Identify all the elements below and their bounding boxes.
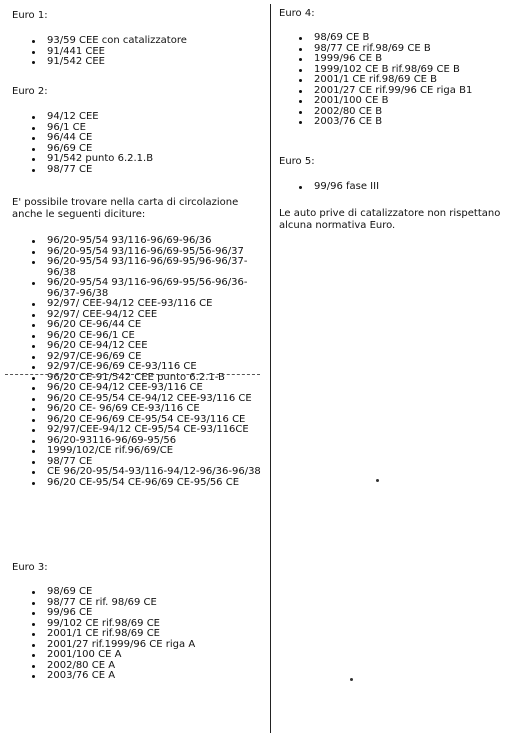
list-item: 98/69 CE [12, 587, 195, 598]
euro4-list [279, 33, 472, 128]
euro3-heading: Euro 3: [12, 562, 48, 573]
list-item: 92/97/CE-96/69 CE-93/116 CE [12, 362, 267, 373]
list-item: 2002/80 CE A [12, 661, 195, 672]
list-item: 96/20 CE-96/44 CE [12, 320, 267, 331]
list-item: 96/20 CE- 96/69 CE-93/116 CE [12, 404, 267, 415]
list-item: 2001/100 CE B [279, 96, 472, 107]
note-text: Le auto prive di catalizzatore non rispettano alcuna normativa Euro. [279, 208, 501, 231]
list-item: 98/77 CE rif. 98/69 CE [12, 598, 195, 609]
list-item: 92/97/ CEE-94/12 CEE-93/116 CE [12, 299, 267, 310]
list-item: 93/59 CEE con catalizzatore [12, 36, 187, 47]
list-item: 99/102 CE rif.98/69 CE [12, 619, 195, 630]
list-item: 96/20-95/54 93/116-96/69-95/56-96/37 [12, 247, 267, 258]
list-item: 2001/27 CE rif.99/96 CE riga B1 [279, 86, 472, 97]
euro2-list [12, 112, 153, 175]
list-item: 96/20 CE-94/12 CEE [12, 341, 267, 352]
list-item: 99/96 fase III [279, 182, 379, 193]
list-item: 2002/80 CE B [279, 107, 472, 118]
list-item: 96/20-95/54 93/116-96/69-96/36 [12, 236, 267, 247]
list-item: 98/77 CE [12, 457, 267, 468]
list-item: 96/20 CE-94/12 CEE-93/116 CE [12, 383, 267, 394]
list-item: 91/542 CEE [12, 57, 187, 68]
column-divider [270, 4, 271, 733]
list-item: 96/1 CE [12, 123, 153, 134]
list-item: 92/97/CE-96/69 CE [12, 352, 267, 363]
list-item: 91/542 punto 6.2.1.B [12, 154, 153, 165]
list-item: 2001/100 CE A [12, 650, 195, 661]
scan-artifact-line [5, 374, 260, 375]
list-item: 98/69 CE B [279, 33, 472, 44]
list-item: 96/20 CE-96/1 CE [12, 331, 267, 342]
euro3-list [12, 587, 195, 682]
list-item: 98/77 CE rif.98/69 CE B [279, 44, 472, 55]
list-item: 94/12 CEE [12, 112, 153, 123]
list-item: 96/20 CE-95/54 CE-96/69 CE-95/56 CE [12, 478, 267, 489]
list-item: 96/20 CE-91/542 CEE punto 6.2.1-B [12, 373, 267, 384]
list-item: 2001/1 CE rif.98/69 CE [12, 629, 195, 640]
list-item: 1999/102 CE B rif.98/69 CE B [279, 65, 472, 76]
euro4-heading: Euro 4: [279, 8, 315, 19]
list-item: 96/44 CE [12, 133, 153, 144]
euro5-list [279, 182, 379, 193]
euro5-heading: Euro 5: [279, 156, 315, 167]
list-item: 96/20 CE-95/54 CE-94/12 CEE-93/116 CE [12, 394, 267, 405]
list-item: 91/441 CEE [12, 47, 187, 58]
scan-speck [350, 678, 353, 681]
list-item: 96/69 CE [12, 144, 153, 155]
list-item: 96/20 CE-96/69 CE-95/54 CE-93/116 CE [12, 415, 267, 426]
diciture-list [12, 236, 267, 488]
list-item: 92/97/CEE-94/12 CE-95/54 CE-93/116CE [12, 425, 267, 436]
list-item: 1999/96 CE B [279, 54, 472, 65]
list-item: 1999/102/CE rif.96/69/CE [12, 446, 267, 457]
list-item: 2001/1 CE rif.98/69 CE B [279, 75, 472, 86]
list-item: 96/20-95/54 93/116-96/69-95/96-96/37-96/38 [12, 257, 267, 278]
list-item: 98/77 CE [12, 165, 153, 176]
list-item: CE 96/20-95/54-93/116-94/12-96/36-96/38 [12, 467, 267, 478]
euro2-heading: Euro 2: [12, 86, 48, 97]
list-item: 2003/76 CE B [279, 117, 472, 128]
list-item: 92/97/ CEE-94/12 CEE [12, 310, 267, 321]
list-item: 96/20-95/54 93/116-96/69-95/56-96/36-96/37-96/38 [12, 278, 267, 299]
euro1-list [12, 36, 187, 68]
list-item: 2001/27 rif.1999/96 CE riga A [12, 640, 195, 651]
intro-text: E' possibile trovare nella carta di circolazione anche le seguenti diciture: [12, 197, 239, 220]
list-item: 99/96 CE [12, 608, 195, 619]
scan-speck [376, 479, 379, 482]
list-item: 2003/76 CE A [12, 671, 195, 682]
euro1-heading: Euro 1: [12, 10, 48, 21]
list-item: 96/20-93116-96/69-95/56 [12, 436, 267, 447]
